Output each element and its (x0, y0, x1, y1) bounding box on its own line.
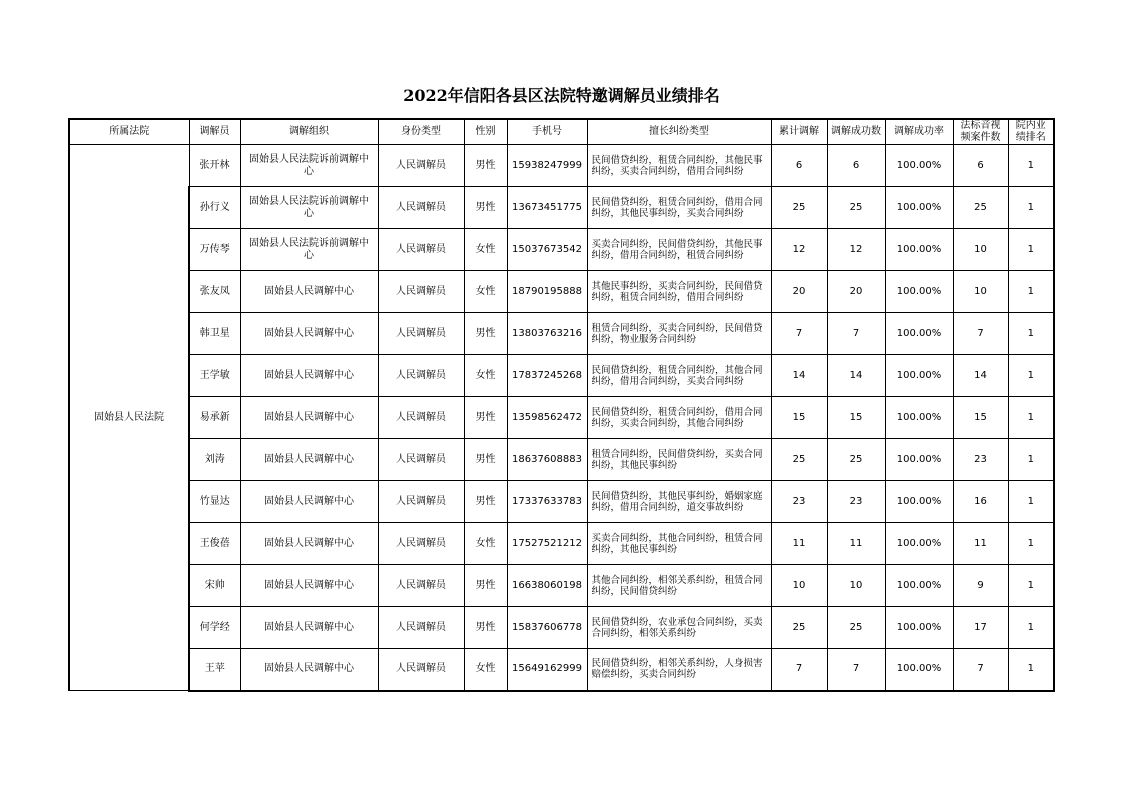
dispute-types-cell: 民间借贷纠纷，租赁合同纠纷，其他民事纠纷，买卖合同纠纷，借用合同纠纷 (587, 145, 771, 187)
rank-cell: 1 (1008, 481, 1054, 523)
dispute-types-cell: 民间借贷纠纷，其他民事纠纷，婚姻家庭纠纷，借用合同纠纷，道交事故纠纷 (587, 481, 771, 523)
phone-cell: 15649162999 (507, 649, 587, 691)
total-mediations-cell: 7 (771, 649, 827, 691)
gender-cell: 男性 (464, 313, 507, 355)
table-row (69, 649, 1054, 691)
success-count-cell: 7 (827, 649, 885, 691)
video-case-count-cell: 9 (953, 565, 1008, 607)
video-case-count-cell: 10 (953, 271, 1008, 313)
identity-cell: 人民调解员 (378, 271, 464, 313)
phone-cell: 15837606778 (507, 607, 587, 649)
org-cell: 固始县人民调解中心 (240, 397, 378, 439)
table-row (69, 313, 1054, 355)
success-rate-cell: 100.00% (885, 313, 953, 355)
header-rank: 院内业绩排名 (1008, 119, 1054, 145)
dispute-types-cell: 买卖合同纠纷，其他合同纠纷，租赁合同纠纷，其他民事纠纷 (587, 523, 771, 565)
org-cell: 固始县人民调解中心 (240, 607, 378, 649)
gender-cell: 男性 (464, 439, 507, 481)
gender-cell: 女性 (464, 523, 507, 565)
mediator-name-cell: 何学经 (189, 607, 240, 649)
mediator-name-cell: 王俊蓓 (189, 523, 240, 565)
phone-cell: 13673451775 (507, 187, 587, 229)
dispute-types-cell: 其他民事纠纷，买卖合同纠纷，民间借贷纠纷，租赁合同纠纷，借用合同纠纷 (587, 271, 771, 313)
identity-cell: 人民调解员 (378, 187, 464, 229)
rank-cell: 1 (1008, 565, 1054, 607)
gender-cell: 男性 (464, 187, 507, 229)
dispute-types-cell: 民间借贷纠纷，农业承包合同纠纷，买卖合同纠纷，相邻关系纠纷 (587, 607, 771, 649)
header-row (69, 119, 1054, 145)
table-row (69, 607, 1054, 649)
video-case-count-cell: 14 (953, 355, 1008, 397)
table-row (69, 481, 1054, 523)
phone-cell: 16638060198 (507, 565, 587, 607)
mediator-name-cell: 王学敏 (189, 355, 240, 397)
total-mediations-cell: 11 (771, 523, 827, 565)
org-cell: 固始县人民法院诉前调解中心 (240, 145, 378, 187)
success-rate-cell: 100.00% (885, 397, 953, 439)
org-cell: 固始县人民调解中心 (240, 271, 378, 313)
gender-cell: 女性 (464, 271, 507, 313)
identity-cell: 人民调解员 (378, 481, 464, 523)
identity-cell: 人民调解员 (378, 565, 464, 607)
mediator-name-cell: 韩卫星 (189, 313, 240, 355)
success-count-cell: 25 (827, 607, 885, 649)
video-case-count-cell: 7 (953, 313, 1008, 355)
rank-cell: 1 (1008, 145, 1054, 187)
dispute-types-cell: 民间借贷纠纷，租赁合同纠纷，借用合同纠纷，其他民事纠纷，买卖合同纠纷 (587, 187, 771, 229)
phone-cell: 15037673542 (507, 229, 587, 271)
total-mediations-cell: 7 (771, 313, 827, 355)
table-row (69, 229, 1054, 271)
total-mediations-cell: 6 (771, 145, 827, 187)
identity-cell: 人民调解员 (378, 523, 464, 565)
video-case-count-cell: 11 (953, 523, 1008, 565)
rank-cell: 1 (1008, 649, 1054, 691)
mediator-name-cell: 竹显达 (189, 481, 240, 523)
header-total: 累计调解 (771, 119, 827, 145)
org-cell: 固始县人民调解中心 (240, 439, 378, 481)
success-rate-cell: 100.00% (885, 439, 953, 481)
org-cell: 固始县人民调解中心 (240, 523, 378, 565)
mediator-name-cell: 孙行义 (189, 187, 240, 229)
mediator-name-cell: 易承新 (189, 397, 240, 439)
identity-cell: 人民调解员 (378, 439, 464, 481)
identity-cell: 人民调解员 (378, 607, 464, 649)
success-rate-cell: 100.00% (885, 649, 953, 691)
header-rate: 调解成功率 (885, 119, 953, 145)
success-count-cell: 25 (827, 439, 885, 481)
identity-cell: 人民调解员 (378, 145, 464, 187)
mediator-name-cell: 刘涛 (189, 439, 240, 481)
gender-cell: 男性 (464, 397, 507, 439)
table-row (69, 397, 1054, 439)
success-count-cell: 23 (827, 481, 885, 523)
org-cell: 固始县人民调解中心 (240, 481, 378, 523)
phone-cell: 13803763216 (507, 313, 587, 355)
org-cell: 固始县人民调解中心 (240, 649, 378, 691)
table-row (69, 355, 1054, 397)
success-rate-cell: 100.00% (885, 355, 953, 397)
gender-cell: 女性 (464, 355, 507, 397)
success-count-cell: 7 (827, 313, 885, 355)
dispute-types-cell: 其他合同纠纷，相邻关系纠纷，租赁合同纠纷，民间借贷纠纷 (587, 565, 771, 607)
court-name-cell: 固始县人民法院 (69, 145, 189, 691)
dispute-types-cell: 租赁合同纠纷，民间借贷纠纷，买卖合同纠纷，其他民事纠纷 (587, 439, 771, 481)
table-row (69, 439, 1054, 481)
dispute-types-cell: 买卖合同纠纷，民间借贷纠纷，其他民事纠纷，借用合同纠纷，租赁合同纠纷 (587, 229, 771, 271)
header-video: 法标音视频案件数 (953, 119, 1008, 145)
phone-cell: 18637608883 (507, 439, 587, 481)
success-count-cell: 12 (827, 229, 885, 271)
mediator-ranking-table (68, 118, 1055, 692)
success-count-cell: 11 (827, 523, 885, 565)
org-cell: 固始县人民调解中心 (240, 565, 378, 607)
success-rate-cell: 100.00% (885, 187, 953, 229)
identity-cell: 人民调解员 (378, 355, 464, 397)
rank-cell: 1 (1008, 313, 1054, 355)
rank-cell: 1 (1008, 607, 1054, 649)
header-types: 擅长纠纷类型 (587, 119, 771, 145)
video-case-count-cell: 7 (953, 649, 1008, 691)
total-mediations-cell: 25 (771, 187, 827, 229)
header-court: 所属法院 (69, 119, 189, 145)
total-mediations-cell: 25 (771, 439, 827, 481)
mediator-name-cell: 万传琴 (189, 229, 240, 271)
rank-cell: 1 (1008, 355, 1054, 397)
identity-cell: 人民调解员 (378, 313, 464, 355)
page-title: 2022年信阳各县区法院特邀调解员业绩排名 (403, 86, 720, 105)
rank-cell: 1 (1008, 229, 1054, 271)
phone-cell: 17527521212 (507, 523, 587, 565)
phone-cell: 17337633783 (507, 481, 587, 523)
mediator-name-cell: 王苹 (189, 649, 240, 691)
total-mediations-cell: 12 (771, 229, 827, 271)
identity-cell: 人民调解员 (378, 229, 464, 271)
success-count-cell: 14 (827, 355, 885, 397)
header-phone: 手机号 (507, 119, 587, 145)
total-mediations-cell: 14 (771, 355, 827, 397)
org-cell: 固始县人民法院诉前调解中心 (240, 187, 378, 229)
rank-cell: 1 (1008, 523, 1054, 565)
gender-cell: 男性 (464, 607, 507, 649)
success-count-cell: 6 (827, 145, 885, 187)
success-rate-cell: 100.00% (885, 565, 953, 607)
total-mediations-cell: 23 (771, 481, 827, 523)
dispute-types-cell: 民间借贷纠纷，租赁合同纠纷，其他合同纠纷，借用合同纠纷，买卖合同纠纷 (587, 355, 771, 397)
mediator-name-cell: 张友凤 (189, 271, 240, 313)
phone-cell: 17837245268 (507, 355, 587, 397)
success-rate-cell: 100.00% (885, 523, 953, 565)
video-case-count-cell: 17 (953, 607, 1008, 649)
table-row (69, 523, 1054, 565)
video-case-count-cell: 6 (953, 145, 1008, 187)
header-identity: 身份类型 (378, 119, 464, 145)
success-rate-cell: 100.00% (885, 145, 953, 187)
mediator-name-cell: 张开林 (189, 145, 240, 187)
table-row (69, 271, 1054, 313)
org-cell: 固始县人民法院诉前调解中心 (240, 229, 378, 271)
table-row (69, 145, 1054, 187)
success-rate-cell: 100.00% (885, 229, 953, 271)
success-rate-cell: 100.00% (885, 607, 953, 649)
success-count-cell: 15 (827, 397, 885, 439)
rank-cell: 1 (1008, 439, 1054, 481)
identity-cell: 人民调解员 (378, 397, 464, 439)
header-mediator: 调解员 (189, 119, 240, 145)
success-rate-cell: 100.00% (885, 481, 953, 523)
gender-cell: 男性 (464, 565, 507, 607)
table-row (69, 187, 1054, 229)
gender-cell: 男性 (464, 481, 507, 523)
video-case-count-cell: 23 (953, 439, 1008, 481)
rank-cell: 1 (1008, 397, 1054, 439)
phone-cell: 18790195888 (507, 271, 587, 313)
dispute-types-cell: 民间借贷纠纷，租赁合同纠纷，借用合同纠纷，买卖合同纠纷，其他合同纠纷 (587, 397, 771, 439)
total-mediations-cell: 20 (771, 271, 827, 313)
rank-cell: 1 (1008, 271, 1054, 313)
total-mediations-cell: 10 (771, 565, 827, 607)
identity-cell: 人民调解员 (378, 649, 464, 691)
video-case-count-cell: 16 (953, 481, 1008, 523)
video-case-count-cell: 25 (953, 187, 1008, 229)
gender-cell: 女性 (464, 229, 507, 271)
mediator-name-cell: 宋帅 (189, 565, 240, 607)
header-org: 调解组织 (240, 119, 378, 145)
phone-cell: 15938247999 (507, 145, 587, 187)
video-case-count-cell: 10 (953, 229, 1008, 271)
gender-cell: 女性 (464, 649, 507, 691)
dispute-types-cell: 租赁合同纠纷，买卖合同纠纷，民间借贷纠纷，物业服务合同纠纷 (587, 313, 771, 355)
success-count-cell: 10 (827, 565, 885, 607)
success-count-cell: 25 (827, 187, 885, 229)
phone-cell: 13598562472 (507, 397, 587, 439)
org-cell: 固始县人民调解中心 (240, 355, 378, 397)
success-rate-cell: 100.00% (885, 271, 953, 313)
video-case-count-cell: 15 (953, 397, 1008, 439)
table-row (69, 565, 1054, 607)
org-cell: 固始县人民调解中心 (240, 313, 378, 355)
rank-cell: 1 (1008, 187, 1054, 229)
total-mediations-cell: 25 (771, 607, 827, 649)
header-success: 调解成功数 (827, 119, 885, 145)
gender-cell: 男性 (464, 145, 507, 187)
success-count-cell: 20 (827, 271, 885, 313)
dispute-types-cell: 民间借贷纠纷，相邻关系纠纷，人身损害赔偿纠纷，买卖合同纠纷 (587, 649, 771, 691)
header-gender: 性别 (464, 119, 507, 145)
total-mediations-cell: 15 (771, 397, 827, 439)
